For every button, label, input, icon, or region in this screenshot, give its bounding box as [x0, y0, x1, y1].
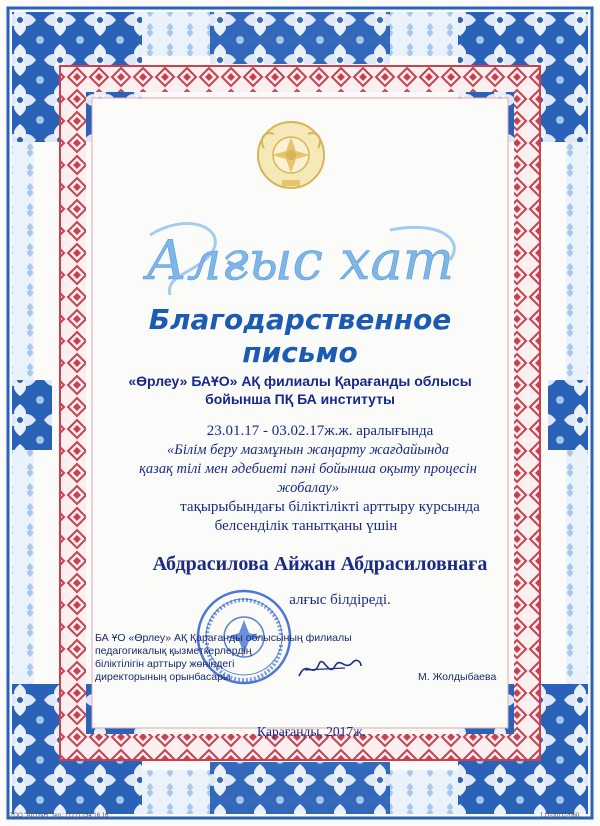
- form-number: 1.П-0011/2060: [540, 813, 580, 819]
- title-ru-line1: Благодарственное: [148, 303, 452, 336]
- title-kz-calligraphy: [120, 215, 480, 305]
- signature-scribble: [295, 650, 365, 686]
- signatory-line4: директорының орынбасары: [95, 671, 231, 683]
- organization-line1: «Өрлеу» БАҰО» АҚ филиалы Қарағанды облысы: [128, 373, 472, 389]
- printer-info: ТОО "АЛТЫН" тел.: (727) 234 16 16: [10, 813, 109, 819]
- title-ru-line2: письмо: [242, 336, 358, 369]
- signatory-line1: БА ҰО «Өрлеу» АҚ Қарағанды облысының филиалы: [95, 632, 352, 644]
- city-year: Қарағанды, 2017ж.: [257, 724, 366, 739]
- kazakhstan-state-emblem-icon: [252, 118, 330, 192]
- dates-text: 23.01.17 - 03.02.17ж.ж. аралығында: [206, 423, 434, 439]
- organization-line2: бойынша ПҚ БА институты: [205, 391, 395, 407]
- gratitude-text: алғыс білдіреді.: [289, 592, 391, 608]
- signatory-line2: педагогикалық қызметкерлердің: [95, 645, 252, 657]
- topic-line1: «Білім беру мазмұнын жаңарту жағдайында: [167, 442, 449, 458]
- topic-line3: жобалау»: [277, 480, 339, 496]
- signatory-line3: біліктілігін арттыру жөніндегі: [95, 658, 235, 670]
- activity-line: белсенділік танытқаны үшін: [214, 518, 398, 534]
- topic-line2: қазақ тілі мен әдебиеті пәні бойынша оқыту процесін: [139, 461, 477, 477]
- recipient-name: Абдрасилова Айжан Абдрасиловнаға: [152, 553, 488, 575]
- course-line: тақырыбындағы біліктілікті арттыру курсында: [180, 499, 480, 515]
- title-kz: Алғыс хат: [146, 229, 454, 292]
- signatory-name: М. Жолдыбаева: [418, 671, 497, 683]
